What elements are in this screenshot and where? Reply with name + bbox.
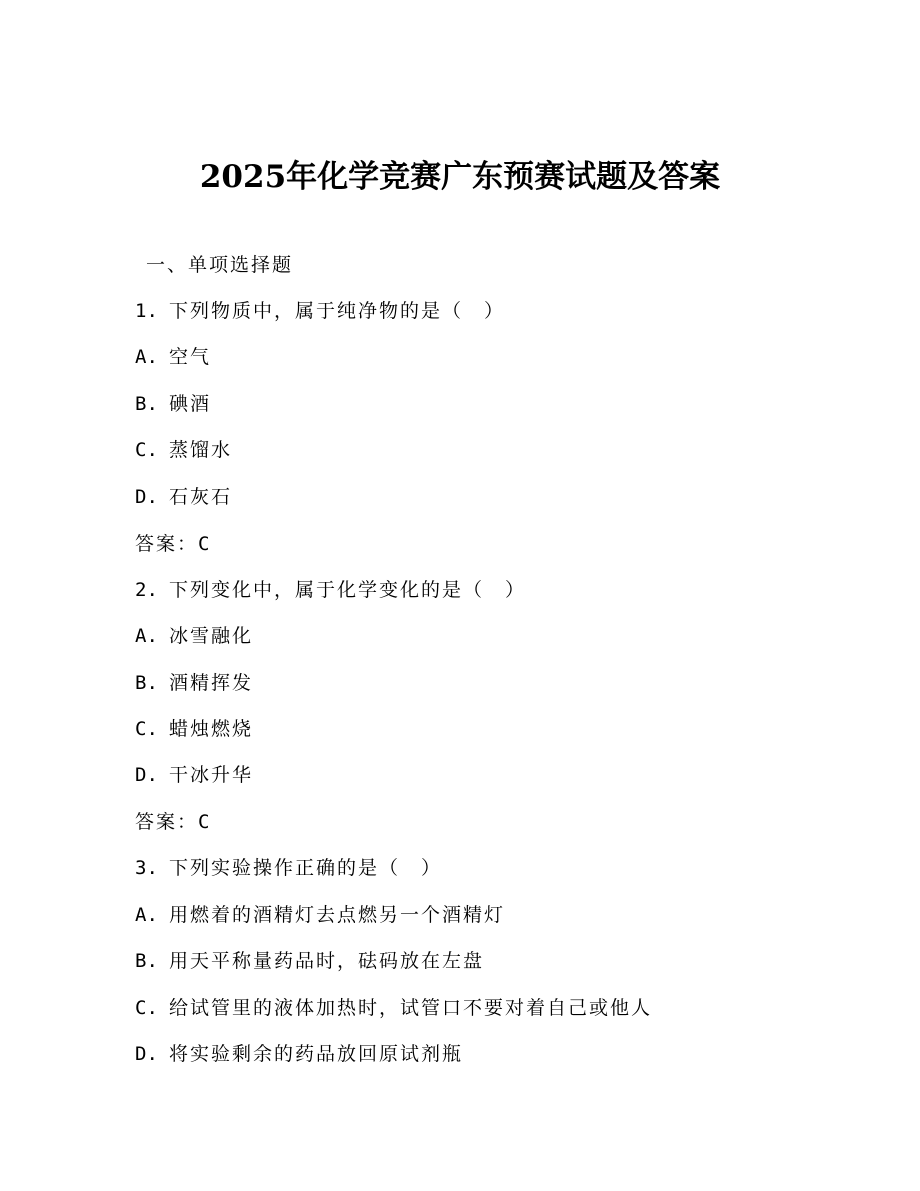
question-2-option-b <box>135 670 253 696</box>
option-text: 蒸馏水 <box>169 439 233 461</box>
option-label: A. <box>135 346 158 368</box>
answer-value: C <box>198 533 210 555</box>
option-label: D. <box>135 1043 158 1065</box>
question-2-option-a <box>135 623 253 649</box>
option-label: B. <box>135 672 158 694</box>
question-3-option-c <box>135 995 652 1021</box>
option-text: 酒精挥发 <box>169 672 254 694</box>
option-text: 石灰石 <box>169 486 233 508</box>
question-1-answer <box>135 531 209 557</box>
question-3-stem <box>135 855 442 881</box>
option-label: C. <box>135 439 158 461</box>
option-text: 空气 <box>169 346 212 368</box>
question-1-option-c <box>135 437 232 463</box>
question-2-answer <box>135 809 209 835</box>
option-label: C. <box>135 718 158 740</box>
option-text: 干冰升华 <box>169 764 254 786</box>
question-number: 1. <box>135 300 158 322</box>
answer-value: C <box>198 811 210 833</box>
question-3-option-b <box>135 948 484 974</box>
document-title: 2025年化学竞赛广东预赛试题及答案 <box>199 159 721 195</box>
question-1-stem <box>135 298 505 324</box>
answer-label: 答案： <box>135 811 199 833</box>
question-2-option-c <box>135 716 253 742</box>
option-label: C. <box>135 997 158 1019</box>
question-number: 3. <box>135 857 158 879</box>
option-text: 将实验剩余的药品放回原试剂瓶 <box>169 1043 464 1065</box>
answer-label: 答案： <box>135 533 199 555</box>
option-label: B. <box>135 950 158 972</box>
question-2-stem <box>135 577 526 603</box>
question-1-option-a <box>135 344 211 370</box>
option-text: 用天平称量药品时，砝码放在左盘 <box>169 950 485 972</box>
question-text: 下列物质中，属于纯净物的是（ ） <box>169 300 506 322</box>
question-text: 下列变化中，属于化学变化的是（ ） <box>169 579 527 601</box>
option-label: A. <box>135 904 158 926</box>
option-text: 冰雪融化 <box>169 625 254 647</box>
option-text: 蜡烛燃烧 <box>169 718 254 740</box>
option-label: D. <box>135 764 158 786</box>
section-heading: 一、单项选择题 <box>146 254 294 276</box>
question-1-option-d <box>135 484 232 510</box>
question-number: 2. <box>135 579 158 601</box>
question-text: 下列实验操作正确的是（ ） <box>169 857 443 879</box>
option-label: B. <box>135 393 158 415</box>
option-text: 给试管里的液体加热时，试管口不要对着自己或他人 <box>169 997 653 1019</box>
option-label: D. <box>135 486 158 508</box>
option-text: 用燃着的酒精灯去点燃另一个酒精灯 <box>169 904 506 926</box>
option-text: 碘酒 <box>169 393 212 415</box>
question-3-option-a <box>135 902 505 928</box>
option-label: A. <box>135 625 158 647</box>
question-3-option-d <box>135 1041 463 1067</box>
question-1-option-b <box>135 391 211 417</box>
question-2-option-d <box>135 762 253 788</box>
